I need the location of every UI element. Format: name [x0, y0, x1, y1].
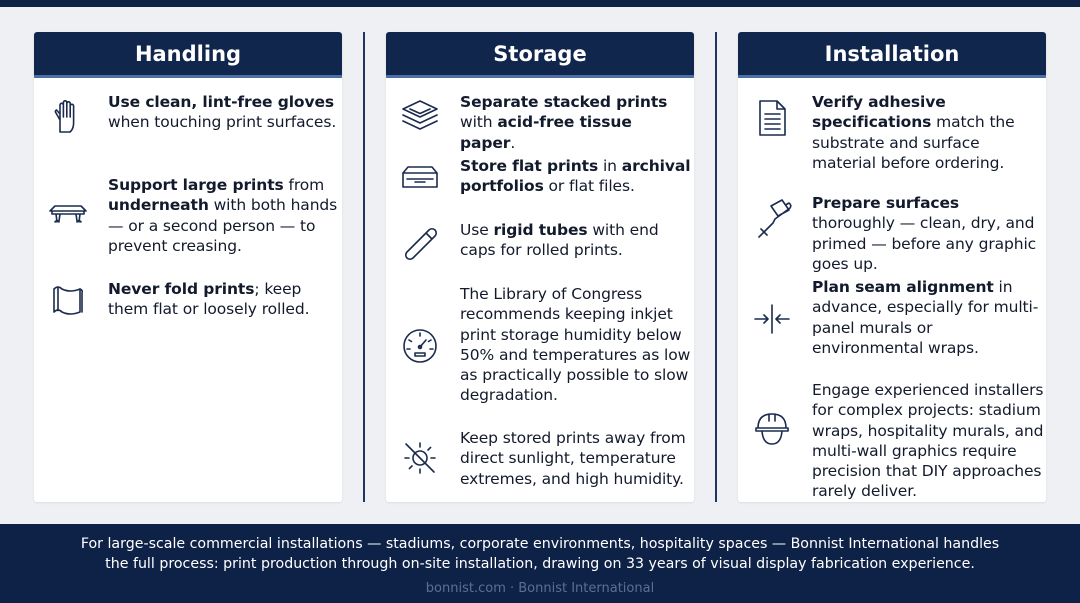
footer-line-2: the full process: print production through on-site installation, drawing on 33 years of visual display fabrication experience. — [105, 555, 975, 572]
storage-card — [386, 32, 694, 502]
installation-title: Installation — [738, 32, 1046, 78]
storage-item-5-text: Keep stored prints away from direct sunlight, temperature extremes, and high humidity. — [460, 429, 686, 488]
handling-title: Handling — [34, 32, 342, 78]
column-divider-1 — [363, 32, 365, 502]
installation-card — [738, 32, 1046, 502]
hard-hat-icon — [750, 406, 794, 450]
handling-card — [34, 32, 342, 502]
footer-credit: bonnist.com · Bonnist International — [425, 581, 655, 596]
installation-item-4-text: Engage experienced installers for complex projects: stadium wraps, hospitality murals, and multi-wall graphics require precision that DIY approaches rarely deliver. — [812, 381, 1044, 501]
handling-item-1-text: Use clean, lint-free gloves when touching print surfaces. — [108, 93, 337, 132]
column-divider-2 — [715, 32, 717, 502]
footer — [0, 524, 1080, 603]
no-sun-icon — [398, 436, 442, 480]
tube-icon — [398, 222, 442, 266]
installation-item-2-text: Prepare surfaces thoroughly — clean, dry, and primed — before any graphic goes up. — [812, 194, 1037, 273]
scroll-icon — [46, 279, 90, 323]
storage-title: Storage — [386, 32, 694, 78]
gauge-icon — [398, 324, 442, 368]
handling-item-2-text: Support large prints from underneath with both hands — or a second person — to prevent creasing. — [108, 176, 338, 255]
handling-item-3-text: Never fold prints; keep them flat or loosely rolled. — [108, 280, 310, 319]
storage-item-4-text: The Library of Congress recommends keeping inkjet print storage humidity below 50% and temperatures as low as practically possible to slow degradation. — [460, 285, 691, 405]
paint-roller-icon — [750, 197, 794, 241]
storage-item-2-text: Store flat prints in archival portfolios or flat files. — [460, 157, 691, 196]
stacked-layers-icon — [398, 94, 442, 138]
table-support-icon — [46, 195, 90, 239]
storage-item-1-text: Separate stacked prints with acid-free tissue paper. — [460, 93, 668, 152]
top-accent-bar — [0, 0, 1080, 7]
installation-item-1-text: Verify adhesive specifications match the substrate and surface material before ordering. — [812, 93, 1015, 172]
seam-alignment-icon — [750, 297, 794, 341]
footer-line-1: For large-scale commercial installations — stadiums, corporate environments, hospitality spaces — Bonnist International handles — [80, 536, 1000, 552]
document-icon — [750, 96, 794, 140]
glove-icon — [46, 96, 90, 140]
storage-item-3-text: Use rigid tubes with end caps for rolled prints. — [460, 221, 659, 260]
flat-file-drawer-icon — [398, 156, 442, 200]
installation-item-3-text: Plan seam alignment in advance, especially for multi-panel murals or environmental wraps. — [812, 278, 1039, 357]
